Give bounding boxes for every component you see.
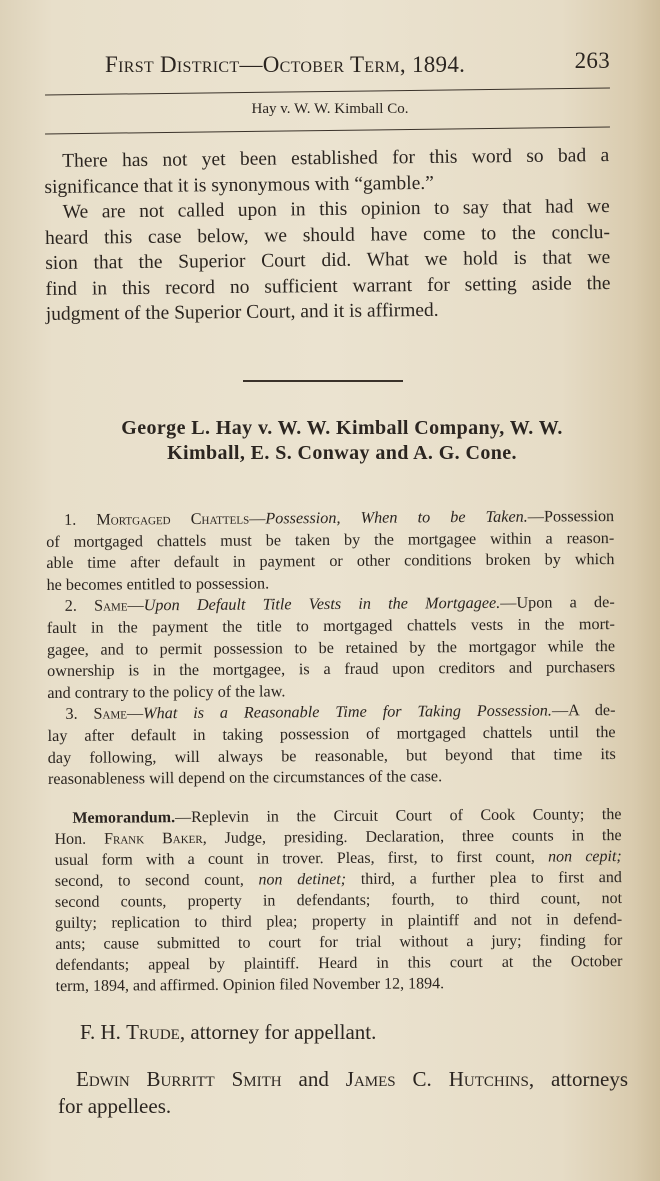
text-segment: defendants; appeal by plaintiff. Heard in this court at the October xyxy=(55,953,623,974)
text-segment: Possession, When to be Taken. xyxy=(265,507,528,528)
text-segment: term, 1894, and affirmed. Opinion filed November 12, 1894. xyxy=(55,975,445,995)
text-segment: Upon Default Title Vests in the Mortgagee. xyxy=(143,594,501,615)
case-title xyxy=(62,416,622,466)
text-segment: Kimball, E. S. Conway and A. G. Cone. xyxy=(167,442,517,464)
text-segment: Edwin Burritt Smith xyxy=(76,1067,282,1091)
text-segment: Same xyxy=(93,704,128,724)
memorandum xyxy=(54,804,622,997)
text-segment: Same xyxy=(94,596,128,616)
text-segment: —A de- xyxy=(551,701,616,720)
text-segment: , attorneys xyxy=(528,1067,629,1091)
text-line xyxy=(56,972,623,997)
text-segment: Frank Baker xyxy=(104,829,203,848)
text-segment: second counts, property in defendants; fourth, to third count, not xyxy=(54,890,623,911)
header-title: First District—October Term, 1894. xyxy=(105,52,466,77)
text-segment: judgment of the Superior Court, and it is affirmed. xyxy=(45,299,439,325)
text-line xyxy=(62,441,622,466)
text-line xyxy=(46,549,614,575)
text-segment: gagee, and to permit possession to be retained by the mortgagor while the xyxy=(46,636,616,659)
headnotes xyxy=(46,506,616,791)
text-segment: 1. xyxy=(64,510,97,529)
text-segment: Trude xyxy=(126,1020,180,1044)
text-segment: able time after default in payment or other conditions broken by which xyxy=(46,550,615,573)
text-segment: — xyxy=(126,704,144,723)
text-line xyxy=(58,1093,628,1120)
text-segment: —Upon a de- xyxy=(500,593,615,613)
text-segment: and contrary to the policy of the law. xyxy=(47,682,286,702)
text-segment: There has not yet been established for this word so bad a xyxy=(62,145,610,172)
text-segment: — xyxy=(249,509,266,528)
text-segment: ants; cause submitted to court for trial without a jury; finding for xyxy=(55,932,623,953)
text-segment: second, to second count, xyxy=(54,871,259,890)
text-segment: What is a Reasonable Time for Taking Possession. xyxy=(143,701,552,723)
opinion-paragraph xyxy=(44,143,611,327)
text-segment: , Judge, presiding. Declaration, three counts in the xyxy=(202,827,622,847)
text-segment: find in this record no sufficient warrant for setting aside the xyxy=(45,272,611,300)
text-segment: third, a further plea to first and xyxy=(346,869,622,888)
text-line xyxy=(80,1020,376,1045)
text-segment: 3. xyxy=(65,705,94,724)
text-segment: usual form with a count in trover. Pleas, first, to first count, xyxy=(54,848,549,869)
text-segment: ownership is in the mortgagee, is a fraud upon creditors and purchasers xyxy=(47,658,616,681)
header-rule xyxy=(45,88,610,96)
text-segment: non detinet; xyxy=(258,870,347,889)
text-segment: — xyxy=(127,596,144,615)
text-line xyxy=(47,657,615,683)
text-segment: James C. Hutchins xyxy=(345,1067,529,1091)
text-segment: non cepit; xyxy=(548,848,622,866)
page-header xyxy=(105,48,610,78)
text-segment: 2. xyxy=(64,597,95,616)
text-line xyxy=(58,1066,628,1093)
section-divider xyxy=(243,380,403,382)
page-number: 263 xyxy=(574,48,610,73)
text-segment: reasonableness will depend on the circumstances of the case. xyxy=(47,767,443,789)
text-segment: —Replevin in the Circuit Court of Cook County; the xyxy=(175,806,622,827)
text-segment: of mortgaged chattels must be taken by the mortgagee within a reason- xyxy=(46,528,615,551)
text-segment: guilty; replication to third plea; property in plaintiff and not in defend- xyxy=(55,911,623,932)
text-segment: Hon. xyxy=(54,830,105,848)
text-segment: lay after default in taking possession of mortgaged chattels until the xyxy=(47,722,616,745)
text-segment: We are not called upon in this opinion to say that had we xyxy=(62,196,610,223)
text-line xyxy=(48,744,616,770)
text-segment: F. H. xyxy=(80,1020,127,1044)
text-line xyxy=(62,416,622,441)
running-head-rule xyxy=(45,127,610,135)
text-segment: and xyxy=(281,1067,346,1091)
text-segment: sion that the Superior Court did. What we hold is that we xyxy=(45,247,611,274)
text-segment: heard this case below, we should have come to the conclu- xyxy=(44,221,611,249)
text-segment: , attorney for appellant. xyxy=(179,1020,377,1044)
text-segment: Mortgaged Chattels xyxy=(96,509,250,529)
running-head: Hay v. W. W. Kimball Co. xyxy=(251,101,409,117)
text-line xyxy=(48,765,616,791)
text-segment: he becomes entitled to possession. xyxy=(46,574,270,594)
text-line xyxy=(55,951,622,976)
text-segment: for appellees. xyxy=(58,1094,172,1118)
text-segment: Memorandum. xyxy=(72,809,176,827)
text-segment: fault in the payment the title to mortgaged chattels vests in the mort- xyxy=(46,614,615,637)
counsel-appellees xyxy=(58,1066,628,1120)
text-segment: —Possession xyxy=(527,507,615,526)
text-segment: day following, will always be reasonable, but beyond that time its xyxy=(47,744,616,767)
text-segment: significance that it is synonymous with “gamble.” xyxy=(44,172,434,198)
text-segment: George L. Hay v. W. W. Kimball Company, W. W. xyxy=(121,417,563,439)
counsel-appellant xyxy=(80,1020,376,1045)
text-line xyxy=(46,296,611,327)
